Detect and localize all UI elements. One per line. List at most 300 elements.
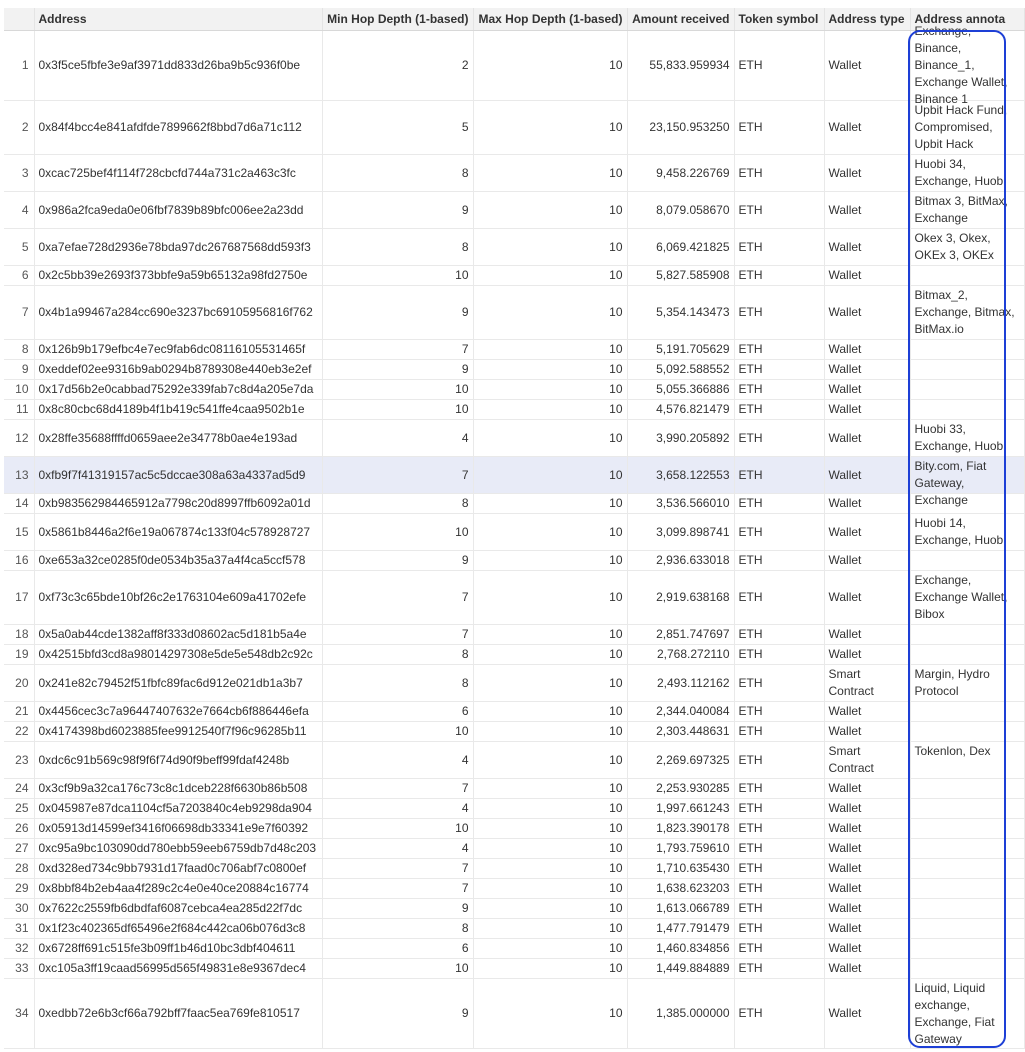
min-hop-cell: 6: [322, 939, 473, 959]
address-type-cell: Wallet: [824, 551, 910, 571]
row-index-cell: 22: [4, 722, 34, 742]
min-hop-cell: 5: [322, 101, 473, 155]
annotation-cell: [910, 899, 1024, 919]
row-index-cell: 7: [4, 286, 34, 340]
row-index-cell: 24: [4, 779, 34, 799]
annotation-cell: [910, 457, 1024, 507]
table-row[interactable]: [4, 400, 1024, 420]
amount-cell: 1,638.623203: [627, 879, 734, 899]
table-row[interactable]: [4, 457, 1024, 494]
max-hop-cell: 10: [473, 400, 627, 420]
address-type-cell: Wallet: [824, 101, 910, 155]
address-cell: 0x8bbf84b2eb4aa4f289c2c4e0e40ce20884c16774: [34, 879, 322, 899]
table-row[interactable]: [4, 101, 1024, 155]
address-type-cell: Wallet: [824, 457, 910, 494]
min-hop-cell: 10: [322, 400, 473, 420]
token-cell: ETH: [734, 551, 824, 571]
row-index-cell: 26: [4, 819, 34, 839]
token-cell: ETH: [734, 400, 824, 420]
table-row[interactable]: [4, 919, 1024, 939]
token-cell: ETH: [734, 420, 824, 457]
table-row[interactable]: [4, 360, 1024, 380]
annotation-cell: [910, 155, 1024, 192]
amount-cell: 5,354.143473: [627, 286, 734, 340]
max-hop-cell: 10: [473, 340, 627, 360]
max-hop-cell: 10: [473, 101, 627, 155]
table-row[interactable]: [4, 665, 1024, 702]
address-type-cell: Wallet: [824, 420, 910, 457]
amount-cell: 1,385.000000: [627, 979, 734, 1049]
row-index-cell: 28: [4, 859, 34, 879]
annotation-text: Upbit Hack Fund, Compromised, Upbit Hack: [914, 103, 1008, 151]
address-cell: 0x28ffe35688ffffd0659aee2e34778b0ae4e193ad: [34, 420, 322, 457]
min-hop-cell: 8: [322, 919, 473, 939]
min-hop-cell: 7: [322, 457, 473, 494]
token-cell: ETH: [734, 571, 824, 625]
max-hop-cell: 10: [473, 380, 627, 400]
address-type-cell: Wallet: [824, 380, 910, 400]
token-cell: ETH: [734, 839, 824, 859]
address-type-cell: Wallet: [824, 939, 910, 959]
table-row[interactable]: [4, 494, 1024, 514]
token-cell: ETH: [734, 192, 824, 229]
table-row[interactable]: [4, 742, 1024, 779]
max-hop-column-header[interactable]: Max Hop Depth (1-based): [473, 8, 627, 31]
token-cell: ETH: [734, 702, 824, 722]
address-cell: 0x42515bfd3cd8a98014297308e5de5e548db2c92c: [34, 645, 322, 665]
row-index-cell: 17: [4, 571, 34, 625]
min-hop-cell: 7: [322, 625, 473, 645]
table-row[interactable]: [4, 286, 1024, 340]
token-column-header[interactable]: Token symbol: [734, 8, 824, 31]
row-index-cell: 23: [4, 742, 34, 779]
amount-cell: 1,460.834856: [627, 939, 734, 959]
table-row[interactable]: [4, 959, 1024, 979]
row-index-cell: 31: [4, 919, 34, 939]
annotation-cell: [910, 101, 1024, 155]
min-hop-cell: 4: [322, 839, 473, 859]
annotation-cell: [910, 420, 1024, 457]
table-row[interactable]: [4, 722, 1024, 742]
amount-cell: 1,997.661243: [627, 799, 734, 819]
token-cell: ETH: [734, 625, 824, 645]
table-row[interactable]: [4, 979, 1024, 1049]
max-hop-cell: 10: [473, 229, 627, 266]
amount-cell: 2,303.448631: [627, 722, 734, 742]
min-hop-cell: 8: [322, 665, 473, 702]
token-cell: ETH: [734, 919, 824, 939]
token-cell: ETH: [734, 899, 824, 919]
annotation-cell: [910, 266, 1024, 286]
token-cell: ETH: [734, 819, 824, 839]
address-cell: 0x5a0ab44cde1382aff8f333d08602ac5d181b5a4e: [34, 625, 322, 645]
amount-cell: 1,710.635430: [627, 859, 734, 879]
amount-cell: 1,477.791479: [627, 919, 734, 939]
amount-cell: 3,099.898741: [627, 514, 734, 551]
token-cell: ETH: [734, 457, 824, 494]
address-cell: 0x8c80cbc68d4189b4f1b419c541ffe4caa9502b1e: [34, 400, 322, 420]
row-index-cell: 32: [4, 939, 34, 959]
amount-cell: 5,191.705629: [627, 340, 734, 360]
amount-cell: 4,576.821479: [627, 400, 734, 420]
address-type-cell: Wallet: [824, 859, 910, 879]
amount-cell: 2,851.747697: [627, 625, 734, 645]
address-cell: 0xfb9f7f41319157ac5c5dccae308a63a4337ad5d9: [34, 457, 322, 494]
row-index-cell: 3: [4, 155, 34, 192]
address-cell: 0x1f23c402365df65496e2f684c442ca06b076d3c8: [34, 919, 322, 939]
table-row[interactable]: [4, 266, 1024, 286]
address-cell: 0x986a2fca9eda0e06fbf7839b89bfc006ee2a23dd: [34, 192, 322, 229]
annotation-text: Exchange, Exchange Wallet, Bibox: [914, 573, 1008, 621]
address-cell: 0xedbb72e6b3cf66a792bff7faac5ea769fe810517: [34, 979, 322, 1049]
table-row[interactable]: [4, 229, 1024, 266]
min-hop-cell: 10: [322, 514, 473, 551]
address-type-cell: Smart Contract: [824, 665, 910, 702]
table-row[interactable]: [4, 702, 1024, 722]
row-index-cell: 12: [4, 420, 34, 457]
address-type-cell: Wallet: [824, 266, 910, 286]
token-cell: ETH: [734, 266, 824, 286]
address-cell: 0x5861b8446a2f6e19a067874c133f04c578928727: [34, 514, 322, 551]
row-index-cell: 1: [4, 31, 34, 101]
address-type-cell: Wallet: [824, 340, 910, 360]
address-cell: 0x6728ff691c515fe3b09ff1b46d10bc3dbf404611: [34, 939, 322, 959]
table-row[interactable]: [4, 839, 1024, 859]
token-cell: ETH: [734, 31, 824, 101]
amount-cell: 1,793.759610: [627, 839, 734, 859]
address-cell: 0x2c5bb39e2693f373bbfe9a59b65132a98fd2750e: [34, 266, 322, 286]
annotation-cell: [910, 879, 1024, 899]
address-cell: 0x05913d14599ef3416f06698db33341e9e7f60392: [34, 819, 322, 839]
amount-cell: 23,150.953250: [627, 101, 734, 155]
address-type-cell: Wallet: [824, 571, 910, 625]
min-hop-cell: 9: [322, 979, 473, 1049]
address-type-cell: Wallet: [824, 819, 910, 839]
row-index-cell: 9: [4, 360, 34, 380]
table-row[interactable]: [4, 939, 1024, 959]
address-type-cell: Wallet: [824, 155, 910, 192]
data-grid: [4, 8, 1015, 1052]
address-cell: 0x3f5ce5fbfe3e9af3971dd833d26ba9b5c936f0be: [34, 31, 322, 101]
token-cell: ETH: [734, 101, 824, 155]
max-hop-cell: 10: [473, 360, 627, 380]
annotation-cell: [910, 340, 1024, 360]
address-cell: 0x3cf9b9a32ca176c73c8c1dceb228f6630b86b508: [34, 779, 322, 799]
annotation-cell: [910, 959, 1024, 979]
table-row[interactable]: [4, 625, 1024, 645]
annotation-cell: [910, 839, 1024, 859]
token-cell: ETH: [734, 979, 824, 1049]
annotation-cell: [910, 551, 1024, 571]
annotation-cell: [910, 702, 1024, 722]
amount-cell: 1,823.390178: [627, 819, 734, 839]
amount-cell: 3,990.205892: [627, 420, 734, 457]
token-cell: ETH: [734, 879, 824, 899]
address-type-cell: Wallet: [824, 229, 910, 266]
address-type-cell: Wallet: [824, 919, 910, 939]
row-index-cell: 33: [4, 959, 34, 979]
header-row: [4, 8, 1024, 31]
amount-cell: 5,827.585908: [627, 266, 734, 286]
max-hop-cell: 10: [473, 665, 627, 702]
token-cell: ETH: [734, 779, 824, 799]
address-type-cell: Wallet: [824, 899, 910, 919]
min-hop-cell: 9: [322, 551, 473, 571]
results-table: [4, 8, 1025, 1049]
max-hop-cell: 10: [473, 457, 627, 494]
max-hop-cell: 10: [473, 879, 627, 899]
max-hop-cell: 10: [473, 494, 627, 514]
amount-cell: 1,613.066789: [627, 899, 734, 919]
row-index-cell: 16: [4, 551, 34, 571]
annotation-cell: [910, 645, 1024, 665]
annotation-cell: [910, 859, 1024, 879]
annotation-cell: [910, 192, 1024, 229]
annotation-cell: [910, 742, 1024, 779]
table-row[interactable]: [4, 420, 1024, 457]
max-hop-cell: 10: [473, 420, 627, 457]
table-row[interactable]: [4, 879, 1024, 899]
row-index-cell: 21: [4, 702, 34, 722]
min-hop-cell: 10: [322, 380, 473, 400]
table-row[interactable]: [4, 779, 1024, 799]
address-cell: 0x7622c2559fb6dbdfaf6087cebca4ea285d22f7dc: [34, 899, 322, 919]
address-cell: 0x241e82c79452f51fbfc89fac6d912e021db1a3b7: [34, 665, 322, 702]
min-hop-cell: 8: [322, 229, 473, 266]
address-type-cell: Wallet: [824, 979, 910, 1049]
row-index-cell: 19: [4, 645, 34, 665]
row-index-cell: 8: [4, 340, 34, 360]
table-row[interactable]: [4, 571, 1024, 625]
min-hop-cell: 9: [322, 192, 473, 229]
address-type-cell: Wallet: [824, 286, 910, 340]
address-cell: 0xc105a3ff19caad56995d565f49831e8e9367dec4: [34, 959, 322, 979]
table-row[interactable]: [4, 192, 1024, 229]
token-cell: ETH: [734, 155, 824, 192]
table-row[interactable]: [4, 819, 1024, 839]
address-cell: 0xeddef02ee9316b9ab0294b8789308e440eb3e2ef: [34, 360, 322, 380]
max-hop-cell: 10: [473, 551, 627, 571]
max-hop-cell: 10: [473, 859, 627, 879]
min-hop-cell: 7: [322, 779, 473, 799]
annotation-cell: [910, 779, 1024, 799]
address-type-cell: Wallet: [824, 514, 910, 551]
amount-cell: 3,536.566010: [627, 494, 734, 514]
row-index-cell: 6: [4, 266, 34, 286]
token-cell: ETH: [734, 645, 824, 665]
token-cell: ETH: [734, 229, 824, 266]
table-row[interactable]: [4, 899, 1024, 919]
amount-cell: 2,493.112162: [627, 665, 734, 702]
max-hop-cell: 10: [473, 839, 627, 859]
row-index-cell: 27: [4, 839, 34, 859]
table-body: [4, 24, 1024, 1049]
address-cell: 0xdc6c91b569c98f9f6f74d90f9beff99fdaf4248b: [34, 742, 322, 779]
amount-cell: 2,344.040084: [627, 702, 734, 722]
table-row[interactable]: [4, 155, 1024, 192]
annotation-text: Liquid, Liquid exchange, Exchange, Fiat Gateway: [914, 981, 995, 1046]
amount-cell: 55,833.959934: [627, 31, 734, 101]
min-hop-cell: 10: [322, 959, 473, 979]
min-hop-cell: 4: [322, 799, 473, 819]
table-row[interactable]: [4, 380, 1024, 400]
max-hop-cell: 10: [473, 959, 627, 979]
token-cell: ETH: [734, 742, 824, 779]
amount-cell: 5,055.366886: [627, 380, 734, 400]
amount-cell: 2,919.638168: [627, 571, 734, 625]
min-hop-cell: 10: [322, 266, 473, 286]
address-column-header[interactable]: Address: [34, 8, 322, 31]
annotation-cell: [910, 24, 1024, 106]
max-hop-cell: 10: [473, 192, 627, 229]
address-cell: 0xc95a9bc103090dd780ebb59eeb6759db7d48c203: [34, 839, 322, 859]
table-row[interactable]: [4, 799, 1024, 819]
max-hop-cell: 10: [473, 571, 627, 625]
annotation-cell: [910, 665, 1024, 702]
address-cell: 0x126b9b179efbc4e7ec9fab6dc08116105531465f: [34, 340, 322, 360]
min-hop-cell: 9: [322, 360, 473, 380]
address-cell: 0x84f4bcc4e841afdfde7899662f8bbd7d6a71c112: [34, 101, 322, 155]
table-row[interactable]: [4, 859, 1024, 879]
max-hop-cell: 10: [473, 979, 627, 1049]
amount-cell: 8,079.058670: [627, 192, 734, 229]
token-cell: ETH: [734, 286, 824, 340]
row-index-cell: 2: [4, 101, 34, 155]
row-index-cell: 10: [4, 380, 34, 400]
address-cell: 0xcac725bef4f114f728cbcfd744a731c2a463c3fc: [34, 155, 322, 192]
min-hop-column-header[interactable]: Min Hop Depth (1-based): [322, 8, 473, 31]
annotation-cell: [910, 919, 1024, 939]
address-type-cell: Wallet: [824, 400, 910, 420]
row-index-cell: 18: [4, 625, 34, 645]
amount-cell: 5,092.588552: [627, 360, 734, 380]
annotation-cell: [910, 939, 1024, 959]
min-hop-cell: 2: [322, 31, 473, 101]
row-index-cell: 4: [4, 192, 34, 229]
address-cell: 0x045987e87dca1104cf5a7203840c4eb9298da904: [34, 799, 322, 819]
annotation-text: Tokenlon, Dex: [914, 744, 991, 758]
max-hop-cell: 10: [473, 286, 627, 340]
min-hop-cell: 7: [322, 859, 473, 879]
type-column-header[interactable]: Address type: [824, 8, 910, 31]
amount-cell: 6,069.421825: [627, 229, 734, 266]
address-type-cell: Smart Contract: [824, 742, 910, 779]
annotation-text: Huobi 14, Exchange, Huobi: [914, 516, 1006, 547]
token-cell: ETH: [734, 360, 824, 380]
min-hop-cell: 8: [322, 645, 473, 665]
max-hop-cell: 10: [473, 779, 627, 799]
table-row[interactable]: [4, 645, 1024, 665]
min-hop-cell: 7: [322, 879, 473, 899]
amount-cell: 2,269.697325: [627, 742, 734, 779]
min-hop-cell: 9: [322, 286, 473, 340]
max-hop-cell: 10: [473, 514, 627, 551]
token-cell: ETH: [734, 340, 824, 360]
row-index-cell: 11: [4, 400, 34, 420]
annotation-text: Exchange, Binance, Binance_1, Exchange Wallet, Binance 1: [914, 24, 1008, 106]
address-type-cell: Wallet: [824, 31, 910, 101]
address-type-cell: Wallet: [824, 879, 910, 899]
address-type-cell: Wallet: [824, 702, 910, 722]
address-cell: 0x4b1a99467a284cc690e3237bc69105956816f762: [34, 286, 322, 340]
max-hop-cell: 10: [473, 939, 627, 959]
address-cell: 0x4456cec3c7a96447407632e7664cb6f886446efa: [34, 702, 322, 722]
address-cell: 0xd328ed734c9bb7931d17faad0c706abf7c0800ef: [34, 859, 322, 879]
min-hop-cell: 7: [322, 571, 473, 625]
token-cell: ETH: [734, 514, 824, 551]
amount-column-header[interactable]: Amount received: [627, 8, 734, 31]
address-type-cell: Wallet: [824, 625, 910, 645]
table-row[interactable]: [4, 340, 1024, 360]
annotation-cell: [910, 514, 1024, 551]
amount-cell: 3,658.122553: [627, 457, 734, 494]
token-cell: ETH: [734, 665, 824, 702]
annotation-column-header[interactable]: Address annota: [910, 8, 1024, 31]
max-hop-cell: 10: [473, 31, 627, 101]
annotation-cell: [910, 360, 1024, 380]
row-index-cell: 20: [4, 665, 34, 702]
min-hop-cell: 8: [322, 494, 473, 514]
annotation-text: Huobi 33, Exchange, Huobi: [914, 422, 1006, 453]
max-hop-cell: 10: [473, 625, 627, 645]
max-hop-cell: 10: [473, 899, 627, 919]
table-row[interactable]: [4, 514, 1024, 551]
row-index-cell: 14: [4, 494, 34, 514]
amount-cell: 2,253.930285: [627, 779, 734, 799]
max-hop-cell: 10: [473, 742, 627, 779]
address-type-cell: Wallet: [824, 192, 910, 229]
annotation-cell: [910, 286, 1024, 340]
annotation-cell: [910, 819, 1024, 839]
annotation-cell: [910, 722, 1024, 742]
address-type-cell: Wallet: [824, 799, 910, 819]
address-type-cell: Wallet: [824, 779, 910, 799]
row-index-cell: 29: [4, 879, 34, 899]
max-hop-cell: 10: [473, 919, 627, 939]
amount-cell: 9,458.226769: [627, 155, 734, 192]
address-cell: 0x4174398bd6023885fee9912540f7f96c96285b11: [34, 722, 322, 742]
token-cell: ETH: [734, 939, 824, 959]
address-type-cell: Wallet: [824, 722, 910, 742]
table-row[interactable]: [4, 31, 1024, 101]
token-cell: ETH: [734, 859, 824, 879]
amount-cell: 1,449.884889: [627, 959, 734, 979]
annotation-cell: [910, 625, 1024, 645]
row-index-cell: 30: [4, 899, 34, 919]
annotation-text: Okex 3, Okex, OKEx 3, OKEx: [914, 231, 994, 262]
annotation-text: Bity.com, Fiat Gateway, Exchange: [914, 459, 987, 507]
annotation-cell: [910, 571, 1024, 625]
token-cell: ETH: [734, 799, 824, 819]
min-hop-cell: 7: [322, 340, 473, 360]
row-index-cell: 34: [4, 979, 34, 1049]
address-type-cell: Wallet: [824, 645, 910, 665]
address-cell: 0xf73c3c65bde10bf26c2e1763104e609a41702efe: [34, 571, 322, 625]
row-index-cell: 13: [4, 457, 34, 494]
annotation-text: Bitmax_2, Exchange, Bitmax, BitMax.io: [914, 288, 1015, 336]
annotation-text: Huobi 34, Exchange, Huobi: [914, 157, 1006, 188]
amount-cell: 2,936.633018: [627, 551, 734, 571]
address-cell: 0xe653a32ce0285f0de0534b35a37a4f4ca5ccf578: [34, 551, 322, 571]
annotation-cell: [910, 400, 1024, 420]
annotation-cell: [910, 799, 1024, 819]
address-type-cell: Wallet: [824, 494, 910, 514]
token-cell: ETH: [734, 494, 824, 514]
table-row[interactable]: [4, 551, 1024, 571]
min-hop-cell: 9: [322, 899, 473, 919]
min-hop-cell: 6: [322, 702, 473, 722]
address-cell: 0xa7efae728d2936e78bda97dc267687568dd593f3: [34, 229, 322, 266]
